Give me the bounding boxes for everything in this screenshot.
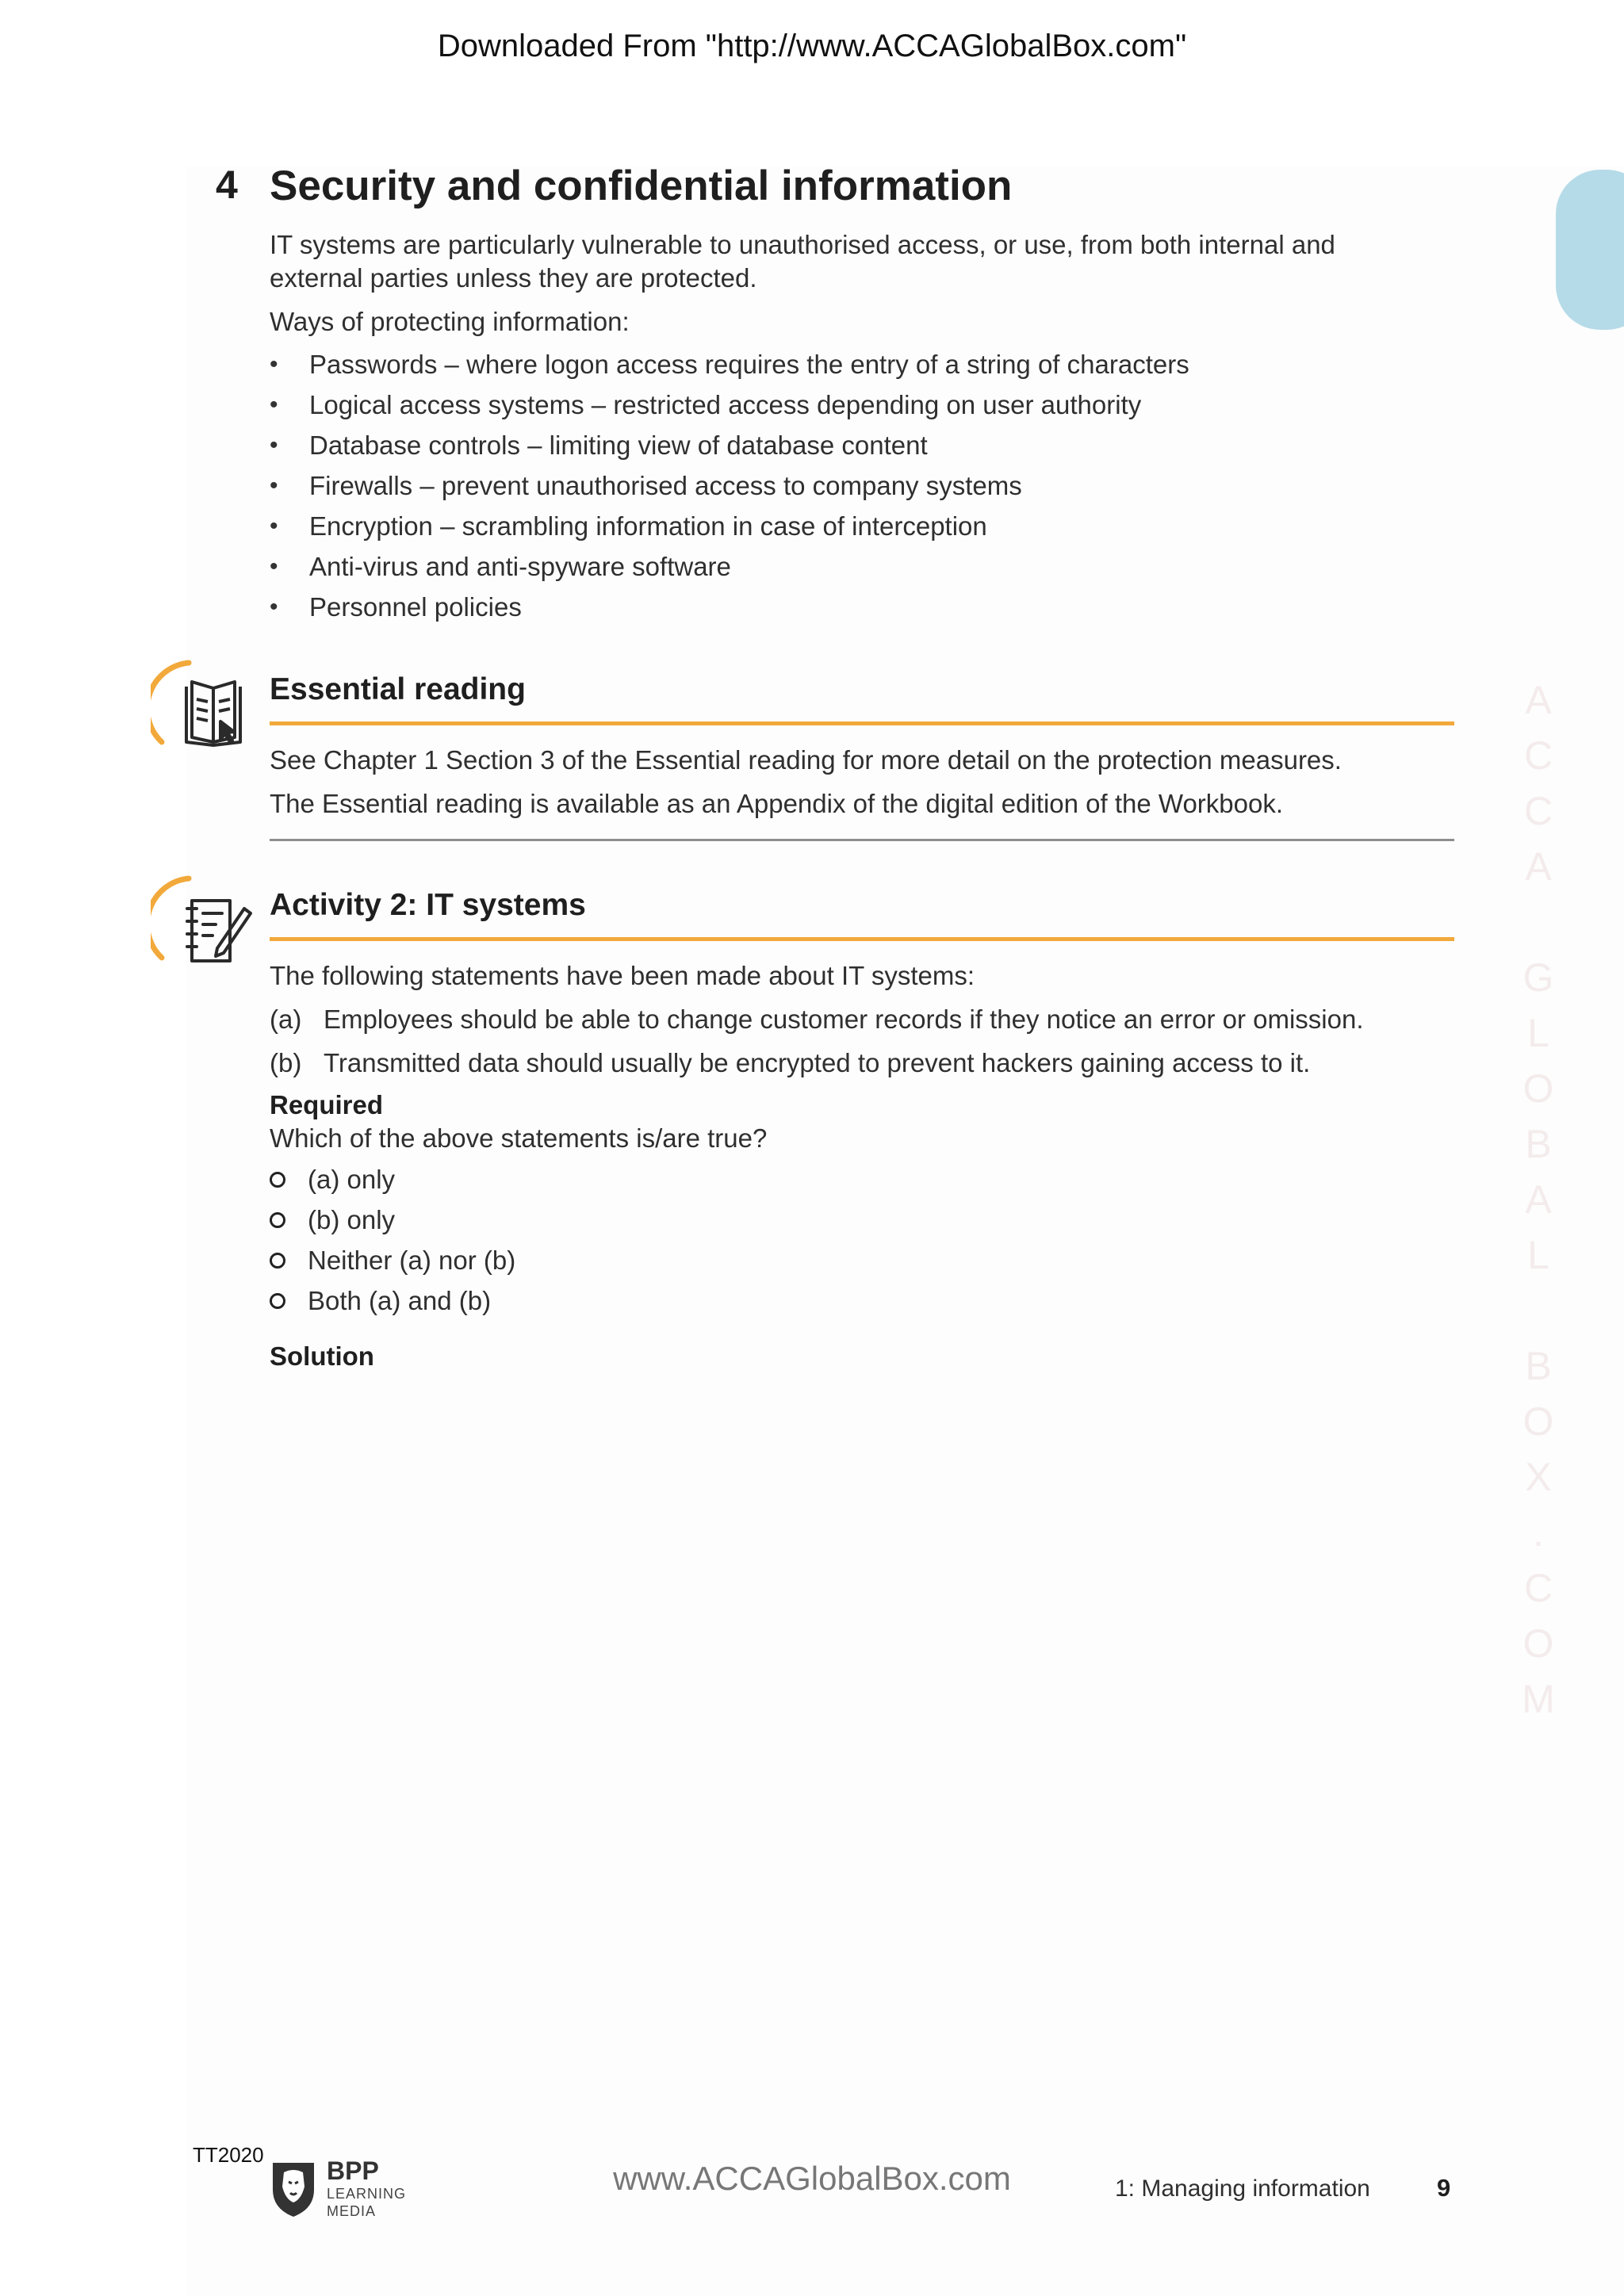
watermark-letter: A: [1525, 678, 1552, 722]
activity-rule: [270, 937, 1454, 941]
watermark-letter: X: [1525, 1455, 1552, 1499]
footer-chapter: 1: Managing information: [1115, 2175, 1370, 2202]
list-item: • Anti-virus and anti-spyware software: [270, 546, 1189, 587]
logo-line-1: LEARNING: [327, 2186, 407, 2202]
activity-title: Activity 2: IT systems: [270, 888, 586, 922]
statement-label: (a): [270, 1004, 302, 1034]
list-item: • Passwords – where logon access requires the entry of a string of characters: [270, 344, 1189, 385]
statement-a: [270, 1003, 1364, 1036]
list-item: • Personnel policies: [270, 587, 1189, 627]
essential-reading-bottom-rule: [270, 839, 1454, 841]
section-title: Security and confidential information: [270, 163, 1013, 209]
protection-list: [270, 344, 1189, 627]
watermark-letter: L: [1527, 1011, 1549, 1055]
watermark-letter: .: [1533, 1510, 1544, 1555]
bullet-icon: •: [270, 593, 278, 620]
watermark-letter: C: [1523, 789, 1553, 833]
section-intro: IT systems are particularly vulnerable to unauthorised access, or use, from both internal and external parties unless they are protected.: [270, 230, 1335, 293]
list-item: • Firewalls – prevent unauthorised access to company systems: [270, 465, 1189, 506]
watermark-letter: A: [1525, 844, 1552, 889]
list-item: • Database controls – limiting view of database content: [270, 425, 1189, 465]
watermark-letter: C: [1523, 1566, 1553, 1610]
statement-text: Transmitted data should usually be encrypted to prevent hackers gaining access to it.: [324, 1048, 1311, 1077]
watermark-letter: G: [1522, 955, 1554, 1000]
bullet-icon: •: [270, 431, 278, 458]
logo-line-2: MEDIA: [327, 2203, 377, 2219]
essential-reading-line-2: The Essential reading is available as an Appendix of the digital edition of the Workbook.: [270, 789, 1284, 818]
essential-reading-line-1: See Chapter 1 Section 3 of the Essential reading for more detail on the protection measures.: [270, 745, 1342, 775]
answer-option[interactable]: [270, 1240, 515, 1280]
notepad-pen-icon: [151, 871, 262, 974]
ways-heading: Ways of protecting information:: [270, 307, 630, 336]
watermark: [1511, 672, 1566, 1727]
bullet-icon: •: [270, 553, 278, 580]
statement-b: [270, 1047, 1310, 1080]
chapter-side-tab: [1556, 170, 1624, 330]
solution-label: Solution: [270, 1341, 374, 1371]
radio-button[interactable]: [270, 1293, 285, 1309]
answer-option[interactable]: [270, 1280, 515, 1321]
essential-reading-title: Essential reading: [270, 672, 526, 706]
essential-reading-rule: [270, 721, 1454, 725]
logo-brand: BPP: [327, 2156, 379, 2185]
statement-label: (b): [270, 1048, 302, 1077]
answer-option[interactable]: [270, 1200, 515, 1240]
answer-option[interactable]: [270, 1159, 515, 1200]
watermark-letter: B: [1525, 1344, 1552, 1388]
watermark-letter: O: [1522, 1621, 1554, 1666]
watermark-letter: B: [1525, 1122, 1552, 1166]
watermark-letter: O: [1522, 1399, 1554, 1444]
answer-options: [270, 1159, 515, 1321]
bullet-icon: •: [270, 512, 278, 539]
activity-intro: The following statements have been made about IT systems:: [270, 961, 975, 990]
watermark-letter: C: [1523, 733, 1553, 778]
watermark-letter: M: [1522, 1677, 1555, 1721]
required-label: Required: [270, 1090, 384, 1119]
bullet-icon: •: [270, 391, 278, 418]
watermark-letter: O: [1522, 1066, 1554, 1111]
watermark-letter: L: [1527, 1233, 1549, 1277]
option-label: Neither (a) nor (b): [308, 1245, 516, 1275]
edition-code: TT2020: [193, 2143, 264, 2167]
watermark-letter: A: [1525, 1177, 1552, 1222]
page-number: 9: [1437, 2174, 1451, 2202]
radio-button[interactable]: [270, 1172, 285, 1188]
option-label: Both (a) and (b): [308, 1285, 492, 1315]
option-label: (b) only: [308, 1204, 396, 1234]
footer-url: www.ACCAGlobalBox.com: [613, 2160, 1011, 2197]
list-item: • Encryption – scrambling information in case of interception: [270, 506, 1189, 546]
question-text: Which of the above statements is/are true?: [270, 1123, 768, 1153]
section-number: 4: [216, 163, 238, 207]
option-label: (a) only: [308, 1164, 396, 1194]
book-icon: [151, 655, 262, 758]
download-header: Downloaded From "http://www.ACCAGlobalBox.com": [437, 29, 1187, 63]
bullet-icon: •: [270, 472, 278, 499]
bullet-icon: •: [270, 350, 278, 377]
list-item: • Logical access systems – restricted access depending on user authority: [270, 385, 1189, 425]
radio-button[interactable]: [270, 1212, 285, 1228]
radio-button[interactable]: [270, 1253, 285, 1269]
statement-text: Employees should be able to change customer records if they notice an error or omission.: [324, 1004, 1364, 1034]
